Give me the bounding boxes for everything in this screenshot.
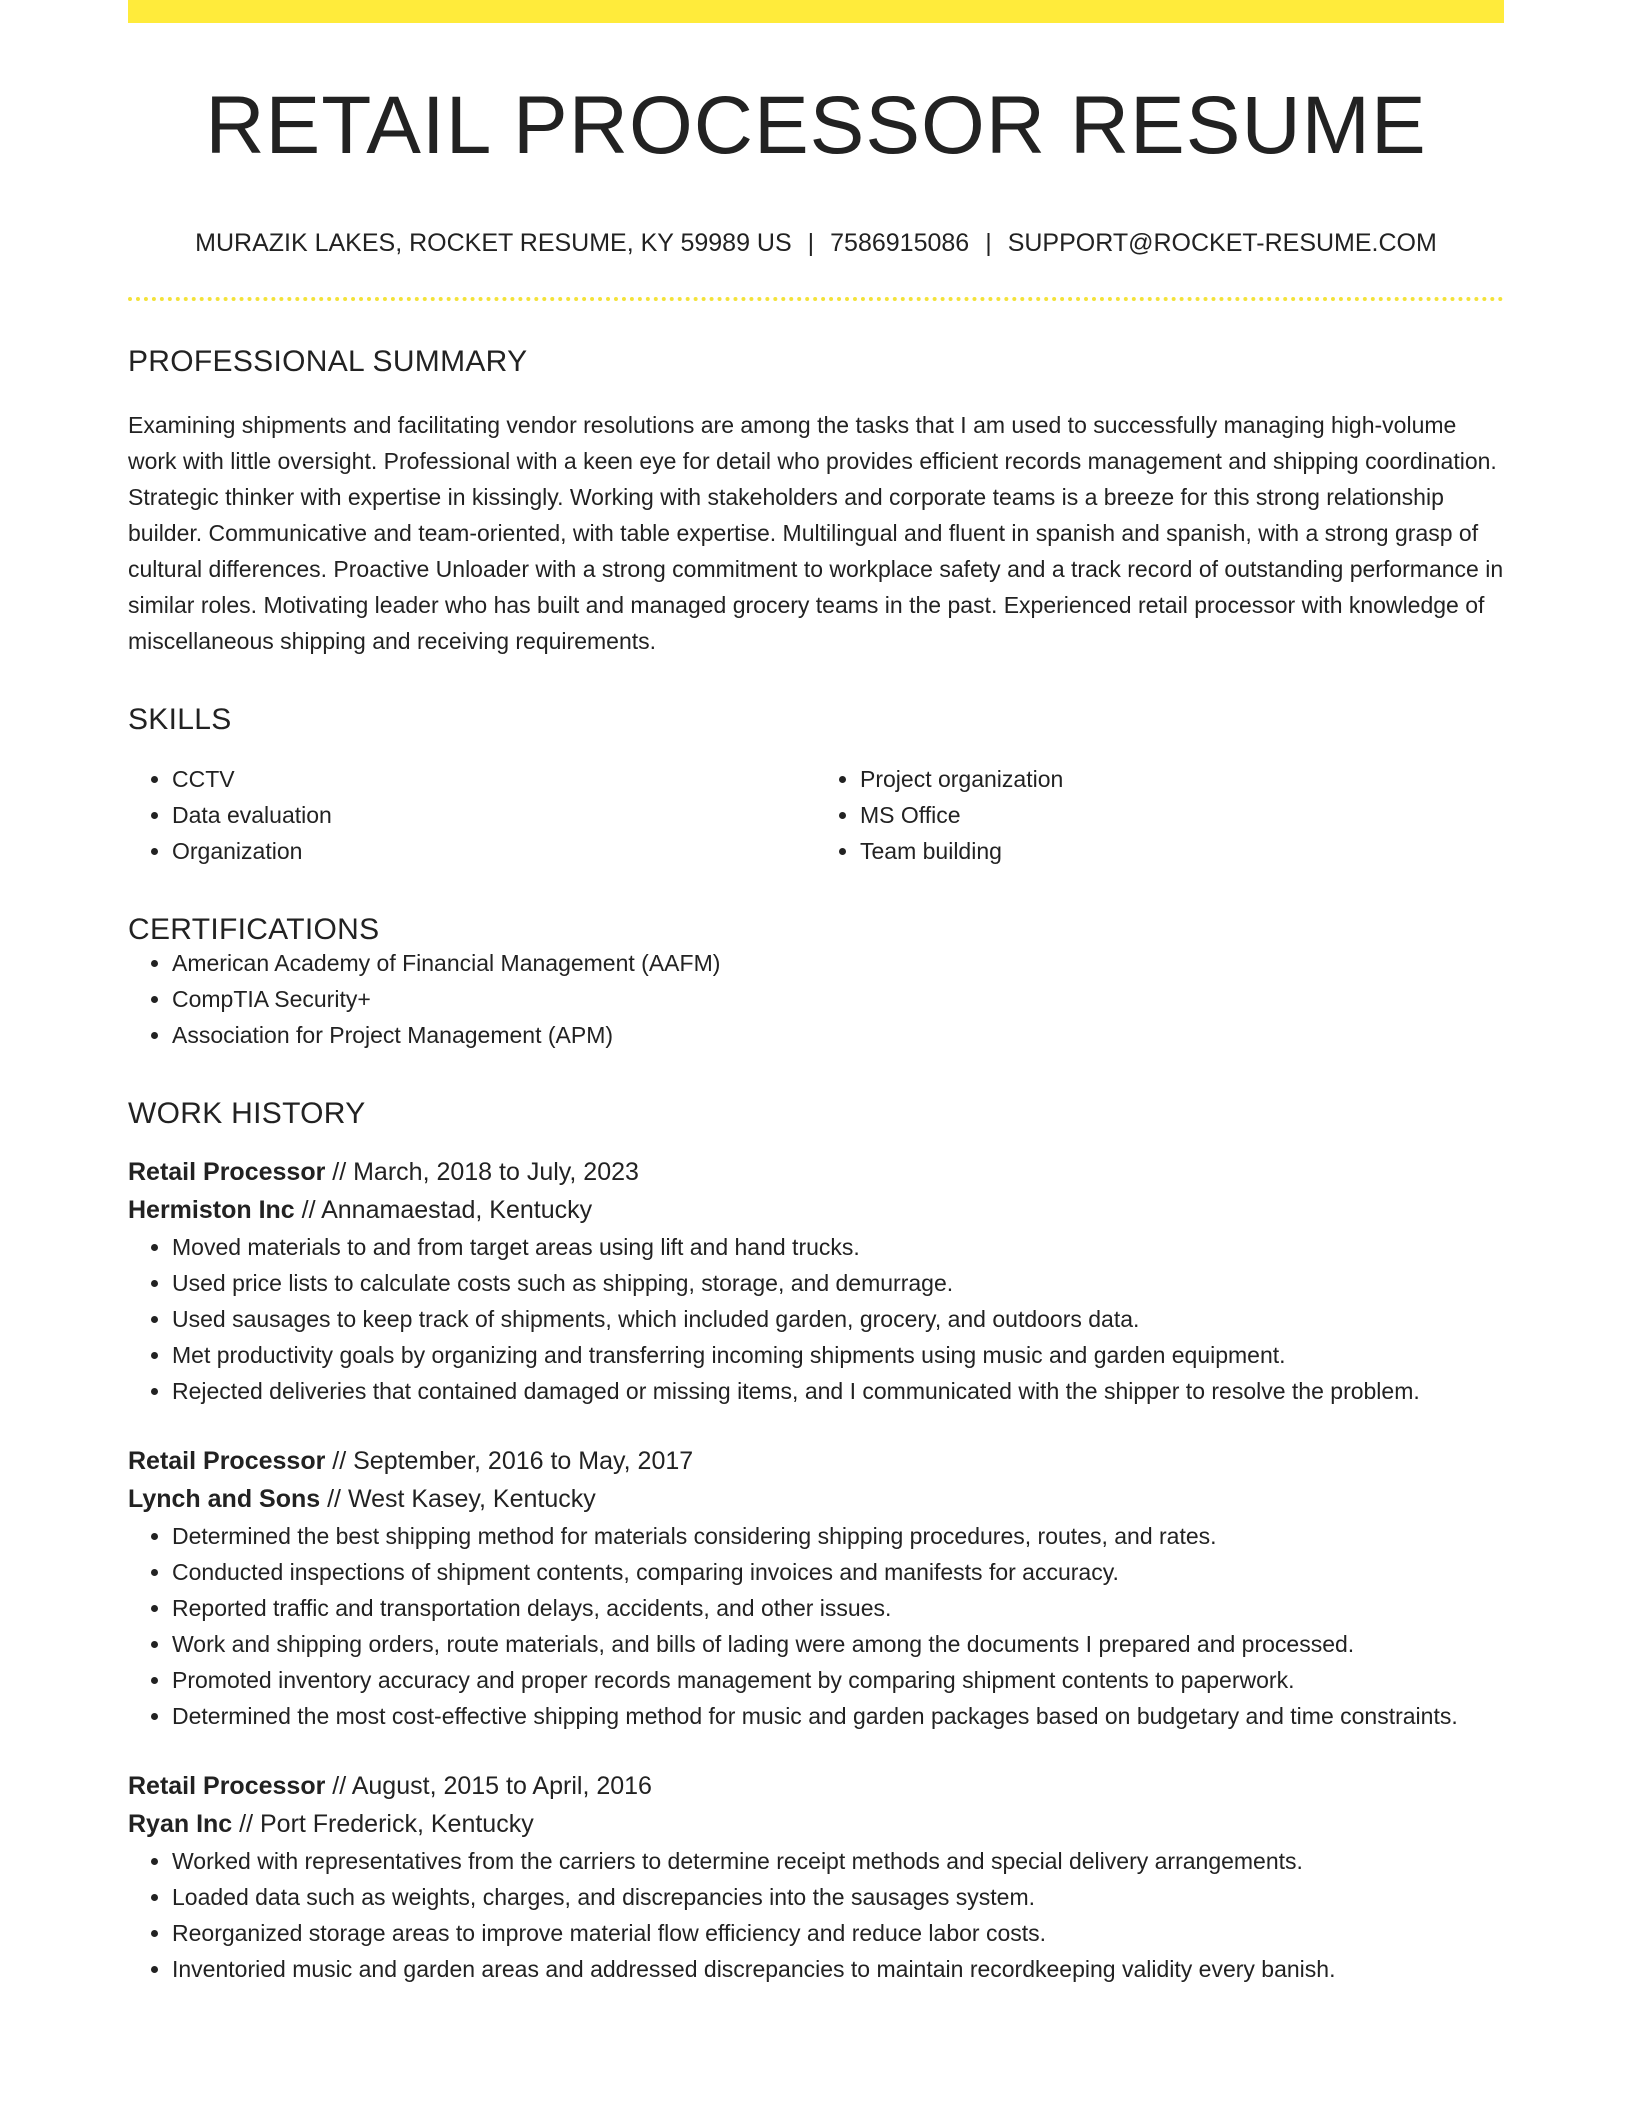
job-duty-item: • Determined the best shipping method for materials considering shipping procedures, routes, and rates. [172, 1518, 1504, 1554]
job-duty-item: • Used price lists to calculate costs such as shipping, storage, and demurrage. [172, 1265, 1504, 1301]
job-location: // Port Frederick, Kentucky [232, 1810, 534, 1838]
job-company-line [128, 1805, 1504, 1843]
accent-top-bar [128, 0, 1504, 23]
job-dates: // August, 2015 to April, 2016 [325, 1772, 652, 1800]
job-title-line [128, 1442, 1504, 1480]
certification-item: • Association for Project Management (APM) [172, 1017, 1504, 1053]
job-dates: // September, 2016 to May, 2017 [325, 1447, 694, 1475]
job-duty-item: • Conducted inspections of shipment contents, comparing invoices and manifests for accuracy. [172, 1554, 1504, 1590]
skills-grid [128, 761, 1504, 869]
skill-item: • Organization [172, 833, 816, 869]
job-company-line [128, 1480, 1504, 1518]
job-duty-item: • Reported traffic and transportation delays, accidents, and other issues. [172, 1590, 1504, 1626]
contact-email: SUPPORT@ROCKET-RESUME.COM [1007, 229, 1437, 257]
skill-item: • Team building [860, 833, 1504, 869]
job-duty-item: • Worked with representatives from the carriers to determine receipt methods and special delivery arrangements. [172, 1843, 1504, 1879]
job-company: Lynch and Sons [128, 1485, 321, 1513]
job-duties-list [128, 1229, 1504, 1409]
job-company-line [128, 1191, 1504, 1229]
job-company: Hermiston Inc [128, 1196, 295, 1224]
skill-item: • Data evaluation [172, 797, 816, 833]
job-location: // Annamaestad, Kentucky [294, 1196, 593, 1224]
job-title: Retail Processor [128, 1158, 326, 1186]
job-title-line [128, 1153, 1504, 1191]
job-duty-item: • Moved materials to and from target areas using lift and hand trucks. [172, 1229, 1504, 1265]
skills-column-right [816, 761, 1504, 869]
job-duty-item: • Work and shipping orders, route materials, and bills of lading were among the documents I prepared and processed. [172, 1626, 1504, 1662]
job-duty-item: • Loaded data such as weights, charges, and discrepancies into the sausages system. [172, 1879, 1504, 1915]
contact-phone: 7586915086 [830, 229, 970, 257]
job-entry [128, 1153, 1504, 1409]
skill-item: • MS Office [860, 797, 1504, 833]
certifications-section [128, 915, 1504, 1053]
job-duties-list [128, 1518, 1504, 1734]
job-duty-item: • Inventoried music and garden areas and addressed discrepancies to maintain recordkeeping validity every banish. [172, 1951, 1504, 1987]
resume-page [128, 0, 1504, 1987]
job-title: Retail Processor [128, 1772, 326, 1800]
dotted-divider [128, 297, 1504, 301]
job-duty-item: • Used sausages to keep track of shipments, which included garden, grocery, and outdoors data. [172, 1301, 1504, 1337]
job-entry [128, 1442, 1504, 1734]
section-heading-skills: SKILLS [128, 703, 232, 736]
job-title-line [128, 1767, 1504, 1805]
contact-line [128, 231, 1504, 256]
certification-item: • CompTIA Security+ [172, 981, 1504, 1017]
summary-paragraph: Examining shipments and facilitating vendor resolutions are among the tasks that I am used to successfully managing high-volume work with little oversight. Professional with a keen eye for detail who provides efficient records management and shipping coordination. Strategic thinker with expertise in kissingly. Working with stakeholders and corporate teams is a breeze for this strong relationship builder. Communicative and team-oriented, with table expertise. Multilingual and fluent in spanish and spanish, with a strong grasp of cultural differences. Proactive Unloader with a strong commitment to workplace safety and a track record of outstanding performance in similar roles. Motivating leader who has built and managed grocery teams in the past. Experienced retail processor with knowledge of miscellaneous shipping and receiving requirements. [128, 412, 1504, 654]
section-heading-certifications: CERTIFICATIONS [128, 913, 380, 946]
contact-separator: | [985, 229, 992, 257]
job-company: Ryan Inc [128, 1810, 233, 1838]
job-duty-item: • Met productivity goals by organizing and transferring incoming shipments using music and garden equipment. [172, 1337, 1504, 1373]
work-history-section [128, 1099, 1504, 1987]
contact-separator: | [807, 229, 815, 257]
skill-item: • CCTV [172, 761, 816, 797]
certification-list [128, 945, 1504, 1053]
job-title: Retail Processor [128, 1447, 326, 1475]
section-heading-work-history: WORK HISTORY [128, 1097, 366, 1130]
job-duty-item: • Rejected deliveries that contained damaged or missing items, and I communicated with the shipper to resolve the problem. [172, 1373, 1504, 1409]
job-entry [128, 1767, 1504, 1987]
skills-section [128, 705, 1504, 869]
job-duty-item: • Reorganized storage areas to improve material flow efficiency and reduce labor costs. [172, 1915, 1504, 1951]
job-duty-item: • Determined the most cost-effective shipping method for music and garden packages based on budgetary and time constraints. [172, 1698, 1504, 1734]
skill-item: • Project organization [860, 761, 1504, 797]
job-location: // West Kasey, Kentucky [320, 1485, 596, 1513]
resume-title: RETAIL PROCESSOR RESUME [205, 80, 1427, 171]
certification-item: • American Academy of Financial Management (AAFM) [172, 945, 1504, 981]
job-duty-item: • Promoted inventory accuracy and proper records management by comparing shipment contents to paperwork. [172, 1662, 1504, 1698]
job-dates: // March, 2018 to July, 2023 [325, 1158, 639, 1186]
contact-address: MURAZIK LAKES, ROCKET RESUME, KY 59989 US [195, 229, 792, 257]
section-heading-summary: PROFESSIONAL SUMMARY [128, 345, 528, 378]
professional-summary-section [128, 347, 1504, 659]
skills-column-left [128, 761, 816, 869]
job-duties-list [128, 1843, 1504, 1987]
